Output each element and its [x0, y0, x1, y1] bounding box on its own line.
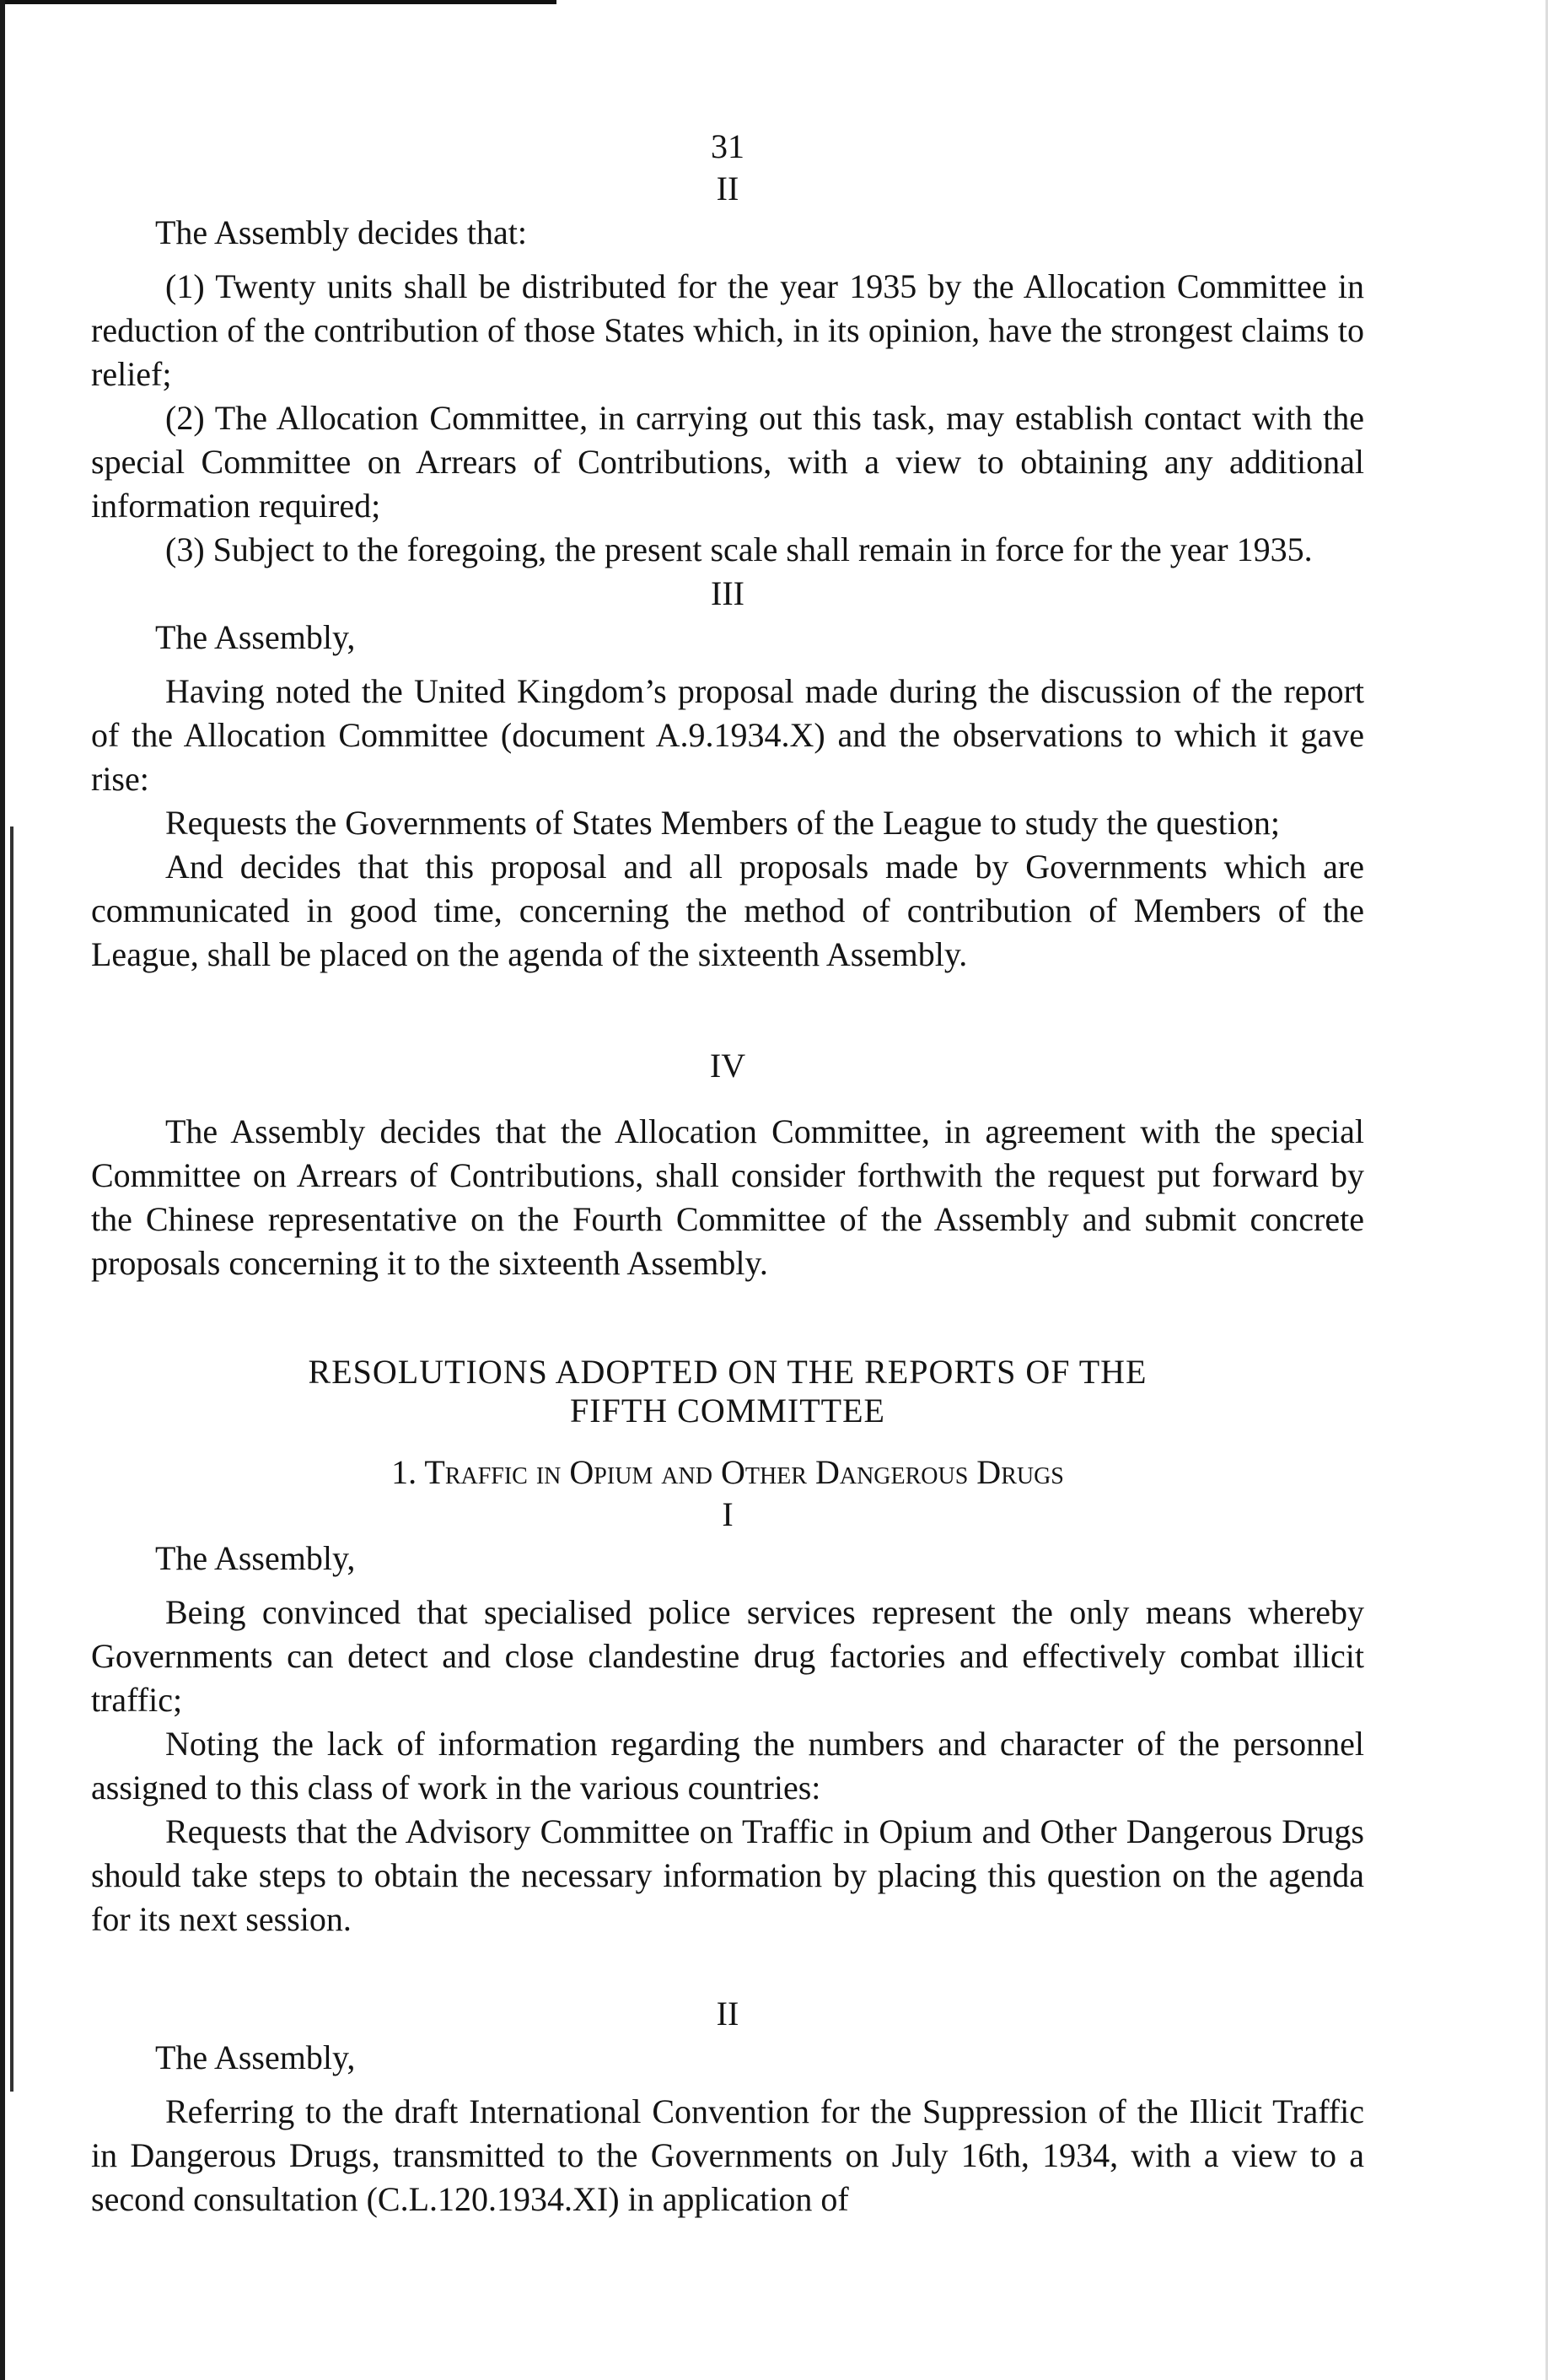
- traffic-i-intro: The Assembly,: [155, 1539, 356, 1577]
- resolutions-heading-line-2: FIFTH COMMITTEE: [570, 1392, 885, 1430]
- section-iii-para-3: And decides that this proposal and all proposals made by Governments which are communicated in good time, concerning the method of contribution of Members of the League, shall be placed on the agenda of the sixteenth Assembly.: [91, 848, 1364, 973]
- traffic-ii-intro: The Assembly,: [155, 2038, 356, 2076]
- section-numeral-iii: III: [711, 574, 744, 612]
- traffic-numeral-ii: II: [716, 1995, 739, 2033]
- traffic-numeral-i: I: [722, 1495, 734, 1533]
- subheading-opium-traffic: 1. Traffic in Opium and Other Dangerous Drugs: [391, 1453, 1064, 1491]
- section-iii-intro: The Assembly,: [155, 618, 356, 656]
- scan-binding-shadow: [10, 827, 13, 2092]
- scan-top-edge: [0, 0, 556, 4]
- traffic-i-para-3: Requests that the Advisory Committee on Traffic in Opium and Other Dangerous Drugs should take steps to obtain the necessary information by placing this question on the agenda for its next session.: [91, 1812, 1364, 1938]
- traffic-i-para-1: Being convinced that specialised police services represent the only means whereby Governments can detect and close clandestine drug factories and effectively combat illicit traffic;: [91, 1593, 1364, 1719]
- section-ii-intro: The Assembly decides that:: [155, 213, 528, 251]
- section-numeral-iv: IV: [709, 1047, 746, 1085]
- section-ii-item-1: (1) Twenty units shall be distributed for the year 1935 by the Allocation Committee in reduction of the contribution of those States which, in its opinion, have the strongest claims to relief;: [91, 267, 1364, 393]
- section-iii-para-2: Requests the Governments of States Members of the League to study the question;: [165, 804, 1280, 842]
- section-numeral-ii: II: [716, 170, 739, 207]
- traffic-ii-para-1: Referring to the draft International Convention for the Suppression of the Illicit Traffic in Dangerous Drugs, transmitted to the Governments on July 16th, 1934, with a view to a second consultation (C.L.120.1934.XI) in application of: [91, 2092, 1364, 2218]
- section-ii-item-3: (3) Subject to the foregoing, the present scale shall remain in force for the year 1935.: [165, 530, 1313, 568]
- traffic-i-para-2: Noting the lack of information regarding the numbers and character of the personnel assigned to this class of work in the various countries:: [91, 1725, 1364, 1807]
- page-number: 31: [711, 127, 744, 165]
- section-iv-para-1: The Assembly decides that the Allocation Committee, in agreement with the special Committee on Arrears of Contributions, shall consider forthwith the request put forward by the Chinese representative on the Fourth Committee of the Assembly and submit concrete proposals concerning it to the sixteenth Assembly.: [91, 1112, 1364, 1282]
- section-iii-para-1: Having noted the United Kingdom’s proposal made during the discussion of the report of the Allocation Committee (document A.9.1934.X) and the observations to which it gave rise:: [91, 672, 1364, 798]
- scan-left-edge: [0, 0, 5, 2380]
- document-page: [91, 127, 1364, 2221]
- section-ii-item-2: (2) The Allocation Committee, in carrying out this task, may establish contact with the special Committee on Arrears of Contributions, with a view to obtaining any additional information required;: [91, 399, 1364, 525]
- resolutions-heading-line-1: RESOLUTIONS ADOPTED ON THE REPORTS OF THE: [308, 1353, 1148, 1391]
